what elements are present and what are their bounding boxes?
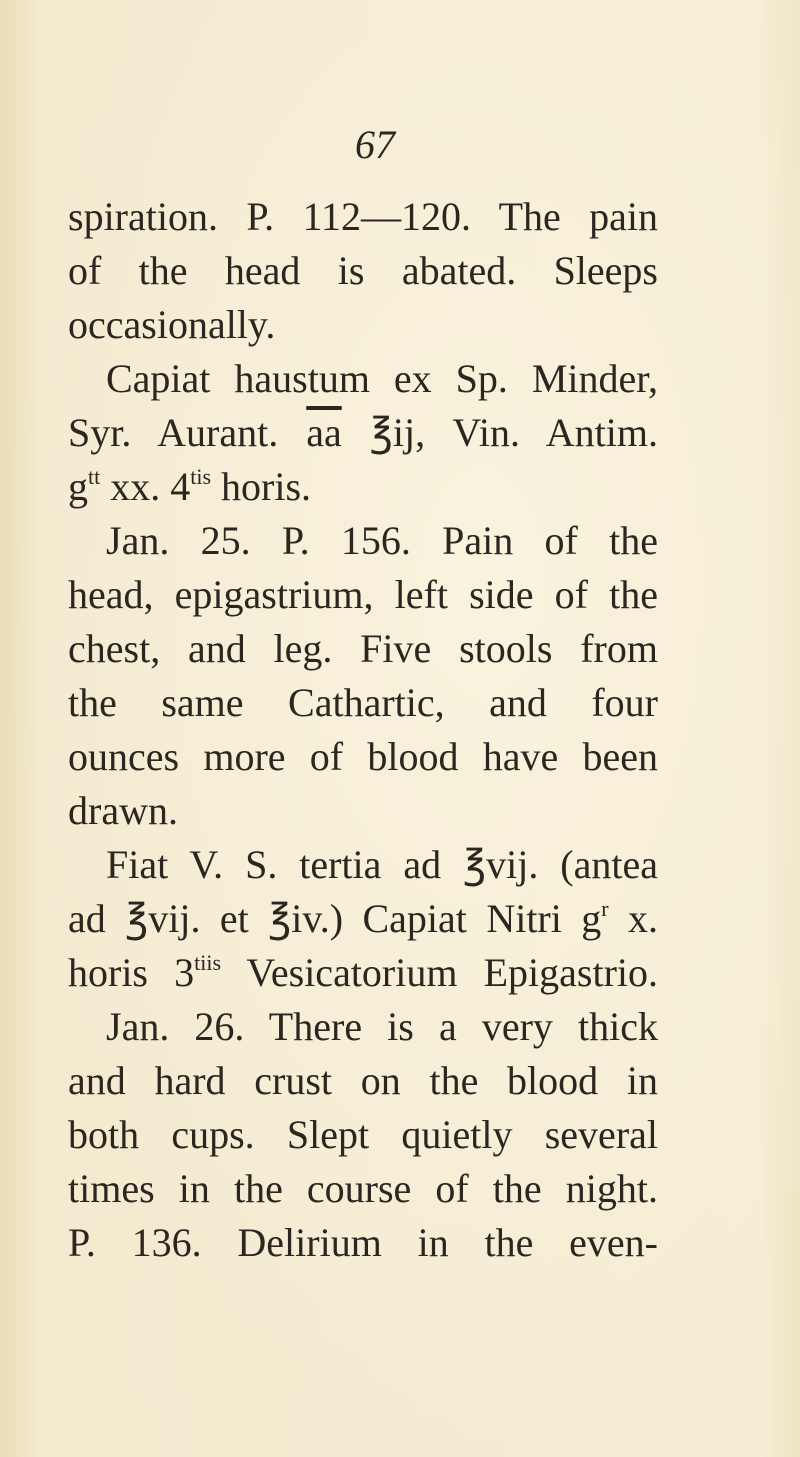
text-line bbox=[68, 1108, 658, 1162]
text-segment: Fiat V. S. tertia ad ℥vij. (antea bbox=[106, 842, 658, 887]
text-line bbox=[68, 298, 658, 352]
text-line bbox=[68, 406, 658, 460]
text-line bbox=[68, 1000, 658, 1054]
text-segment: r bbox=[601, 896, 609, 921]
text-segment: drawn. bbox=[68, 788, 178, 833]
text-line bbox=[68, 730, 658, 784]
text-segment: xx. 4 bbox=[100, 464, 191, 509]
text-line bbox=[68, 622, 658, 676]
text-line bbox=[68, 1054, 658, 1108]
text-line bbox=[68, 460, 658, 514]
text-line bbox=[68, 352, 658, 406]
text-line bbox=[68, 676, 658, 730]
text-segment: of the head is abated. Sleeps bbox=[68, 248, 658, 293]
text-segment: Vesicatorium Epigastrio. bbox=[221, 950, 659, 995]
text-line bbox=[68, 838, 658, 892]
text-line bbox=[68, 892, 658, 946]
text-line bbox=[68, 514, 658, 568]
text-segment: times in the course of the night. bbox=[68, 1166, 658, 1211]
text-segment: ad ℥vij. et ℥iv.) Capiat Nitri g bbox=[68, 896, 602, 941]
text-line bbox=[68, 244, 658, 298]
text-segment: tis bbox=[190, 464, 212, 489]
text-segment: Syr. Aurant. bbox=[68, 410, 307, 455]
text-segment: occasionally. bbox=[68, 302, 276, 347]
text-segment: the same Cathartic, and four bbox=[68, 680, 658, 725]
text-line bbox=[68, 784, 658, 838]
text-segment: P. 136. Delirium in the even- bbox=[68, 1220, 658, 1265]
text-segment: x. bbox=[608, 896, 659, 941]
text-segment: tiis bbox=[194, 950, 222, 975]
text-segment: horis. bbox=[211, 464, 312, 509]
text-segment: $\overline{aa}$ bbox=[306, 410, 342, 455]
text-segment: chest, and leg. Five stools from bbox=[68, 626, 658, 671]
text-segment: Capiat haustum ex Sp. Minder, bbox=[106, 356, 658, 401]
text-segment: Jan. 25. P. 156. Pain of the bbox=[106, 518, 658, 563]
text-line bbox=[68, 568, 658, 622]
text-segment: Jan. 26. There is a very thick bbox=[106, 1004, 658, 1049]
text-line bbox=[68, 946, 658, 1000]
text-segment: g bbox=[68, 464, 88, 509]
text-segment: ℥ij, Vin. Antim. bbox=[341, 410, 658, 455]
text-line bbox=[68, 1162, 658, 1216]
text-line bbox=[68, 190, 658, 244]
text-segment: both cups. Slept quietly several bbox=[68, 1112, 658, 1157]
body-text bbox=[68, 190, 658, 1270]
text-segment: head, epigastrium, left side of the bbox=[68, 572, 658, 617]
text-segment: spiration. P. 112—120. The pain bbox=[68, 194, 658, 239]
text-segment: and hard crust on the blood in bbox=[68, 1058, 658, 1103]
text-segment: ounces more of blood have been bbox=[68, 734, 658, 779]
page-number: 67 bbox=[355, 122, 395, 167]
text-line bbox=[68, 1216, 658, 1270]
text-segment: tt bbox=[88, 464, 101, 489]
text-segment: horis 3 bbox=[68, 950, 195, 995]
